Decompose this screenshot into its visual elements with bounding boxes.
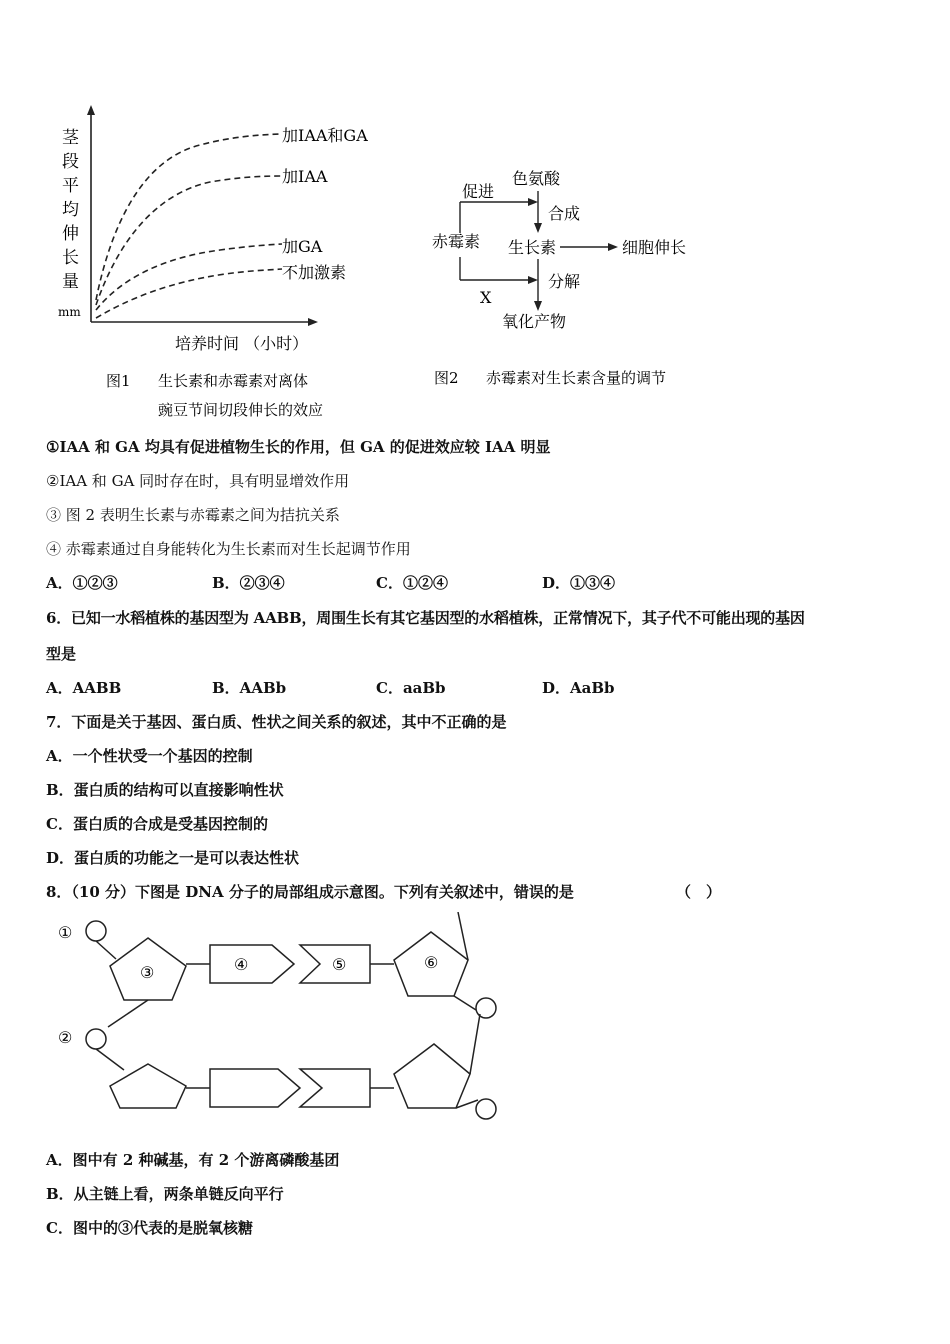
cell-elongation-label: 细胞伸长 bbox=[622, 238, 687, 257]
y-label-char: 长 bbox=[62, 248, 79, 268]
y-label-char: 平 bbox=[62, 176, 79, 196]
curve-iaa-and-ga bbox=[96, 134, 280, 300]
q6-option-a[interactable]: A．AABB bbox=[46, 679, 122, 697]
dna-diagram bbox=[50, 912, 510, 1132]
q5-option-c[interactable]: C．①②④ bbox=[376, 574, 448, 592]
caption-line2: 豌豆节间切段伸长的效应 bbox=[158, 401, 324, 419]
legend-ga: 加GA bbox=[282, 237, 323, 256]
x-axis-arrow bbox=[308, 318, 318, 326]
label-1: ① bbox=[58, 923, 73, 942]
y-axis-arrow bbox=[87, 105, 95, 115]
q8-answer-bracket[interactable]: （ ） bbox=[676, 883, 722, 901]
promote-label: 促进 bbox=[462, 182, 495, 201]
caption: 赤霉素对生长素含量的调节 bbox=[486, 369, 667, 387]
caption-number: 图1 bbox=[106, 372, 131, 390]
q8-stem: 8．（10 分）下图是 DNA 分子的局部组成示意图。下列有关叙述中，错误的是 bbox=[46, 883, 574, 901]
q5-option-d[interactable]: D．①③④ bbox=[542, 574, 616, 592]
q6-stem-line2: 型是 bbox=[46, 645, 77, 663]
curve-no-hormone bbox=[96, 269, 282, 318]
tryptophan-label: 色氨酸 bbox=[512, 169, 561, 188]
y-label-char: 量 bbox=[62, 272, 79, 292]
figure2-diagram bbox=[430, 155, 730, 395]
auxin-label: 生长素 bbox=[508, 238, 557, 257]
q6-option-c[interactable]: C．aaBb bbox=[376, 679, 446, 697]
q6-option-d[interactable]: D．AaBb bbox=[542, 679, 615, 697]
oxidation-product-label: 氧化产物 bbox=[502, 312, 567, 331]
deoxyribose-pentagon bbox=[394, 1044, 470, 1108]
q8-option-c[interactable]: C．图中的③代表的是脱氧核糖 bbox=[46, 1219, 253, 1237]
caption-number: 图2 bbox=[434, 369, 459, 387]
synthesis-label: 合成 bbox=[548, 204, 581, 223]
q8-option-a[interactable]: A．图中有 2 种碱基，有 2 个游离磷酸基团 bbox=[46, 1151, 340, 1169]
y-label-char: 伸 bbox=[62, 224, 79, 244]
base-block bbox=[210, 1069, 300, 1107]
decompose-label: 分解 bbox=[548, 272, 581, 291]
phosphate-circle bbox=[476, 998, 496, 1018]
label-4: ④ bbox=[234, 955, 249, 974]
base-block bbox=[300, 1069, 370, 1107]
q5-statement-3: ③ 图 2 表明生长素与赤霉素之间为拮抗关系 bbox=[46, 506, 340, 524]
q6-option-b[interactable]: B．AABb bbox=[212, 679, 287, 697]
y-label-char: 均 bbox=[62, 200, 79, 220]
legend-iaa: 加IAA bbox=[282, 167, 328, 186]
phosphate-circle bbox=[86, 921, 106, 941]
arrow-inhibit bbox=[528, 276, 538, 284]
legend-iaa-and-ga: 加IAA和GA bbox=[282, 126, 368, 145]
arrow-elongation bbox=[608, 243, 618, 251]
arrow-synthesis bbox=[534, 223, 542, 233]
x-label: 培养时间 （小时） bbox=[175, 334, 309, 353]
q5-option-b[interactable]: B．②③④ bbox=[212, 574, 285, 592]
y-unit: mm bbox=[58, 305, 81, 319]
q5-statement-4: ④ 赤霉素通过自身能转化为生长素而对生长起调节作用 bbox=[46, 540, 411, 558]
legend-no-hormone: 不加激素 bbox=[282, 263, 347, 282]
gibberellin-label: 赤霉素 bbox=[432, 232, 481, 251]
q7-option-b[interactable]: B．蛋白质的结构可以直接影响性状 bbox=[46, 781, 284, 799]
q7-option-a[interactable]: A．一个性状受一个基因的控制 bbox=[46, 747, 253, 765]
q6-stem-line1: 6．已知一水稻植株的基因型为 AABB，周围生长有其它基因型的水稻植株，正常情况下，其子代不可能出现的基因 bbox=[46, 609, 805, 627]
figure1-chart bbox=[50, 100, 430, 425]
curve-ga bbox=[96, 244, 282, 310]
q7-option-c[interactable]: C．蛋白质的合成是受基因控制的 bbox=[46, 815, 268, 833]
base-block bbox=[210, 945, 294, 983]
q5-option-a[interactable]: A．①②③ bbox=[46, 574, 118, 592]
phosphate-circle bbox=[476, 1099, 496, 1119]
q8-option-b[interactable]: B．从主链上看，两条单链反向平行 bbox=[46, 1185, 284, 1203]
x-mark: X bbox=[480, 288, 492, 307]
label-5: ⑤ bbox=[332, 955, 347, 974]
phosphate-circle bbox=[86, 1029, 106, 1049]
caption-line1: 生长素和赤霉素对离体 bbox=[158, 372, 309, 390]
q7-option-d[interactable]: D．蛋白质的功能之一是可以表达性状 bbox=[46, 849, 300, 867]
curve-iaa bbox=[96, 176, 282, 305]
q5-statement-1: ①IAA 和 GA 均具有促进植物生长的作用，但 GA 的促进效应较 IAA 明显 bbox=[46, 438, 551, 456]
q5-statement-2: ②IAA 和 GA 同时存在时，具有明显增效作用 bbox=[46, 472, 350, 490]
deoxyribose-pentagon bbox=[110, 1064, 186, 1108]
q7-stem: 7．下面是关于基因、蛋白质、性状之间关系的叙述，其中不正确的是 bbox=[46, 713, 507, 731]
label-3: ③ bbox=[140, 963, 155, 982]
arrow-decompose bbox=[534, 301, 542, 311]
label-2: ② bbox=[58, 1028, 73, 1047]
y-label-char: 茎 bbox=[62, 128, 79, 148]
label-6: ⑥ bbox=[424, 953, 439, 972]
y-label-char: 段 bbox=[62, 152, 79, 172]
arrow-promote bbox=[528, 198, 538, 206]
